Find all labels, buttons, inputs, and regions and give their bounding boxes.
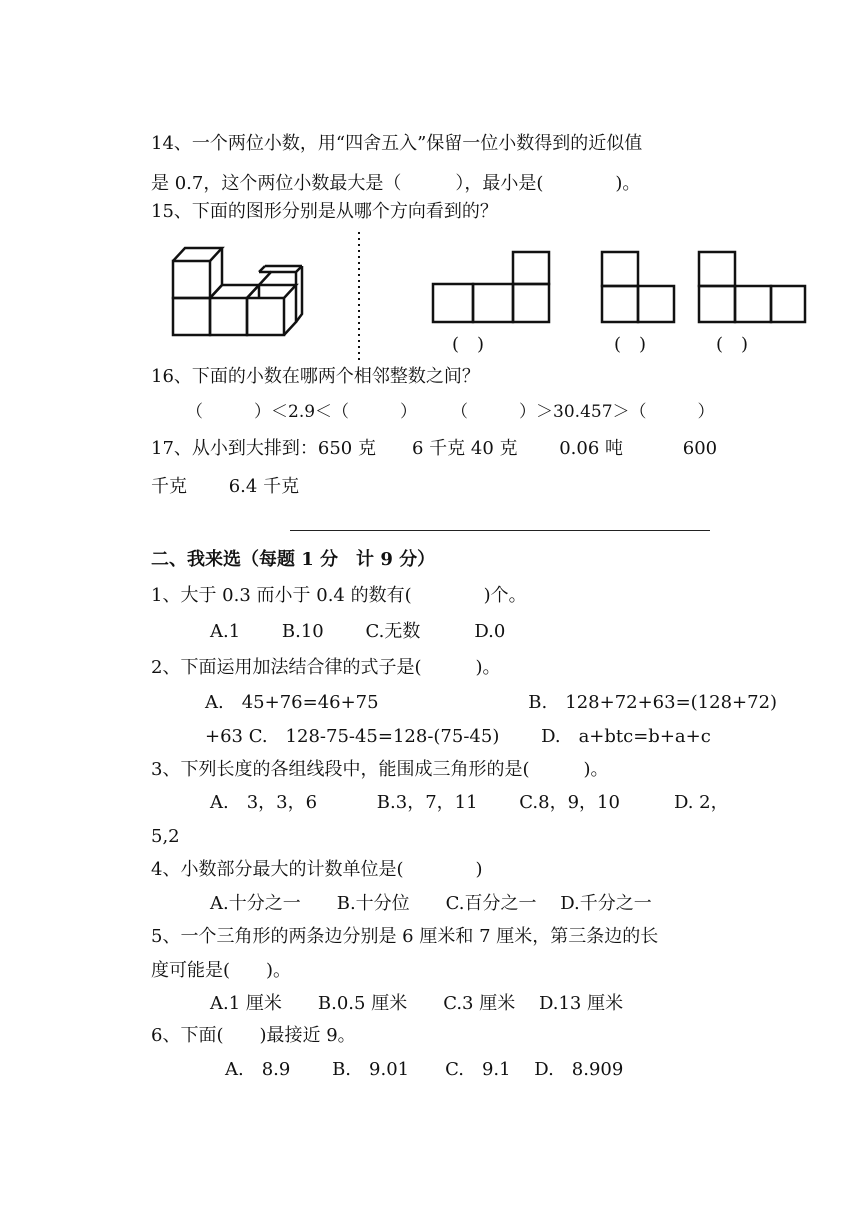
choice-5-options: A.1 厘米 B.0.5 厘米 C.3 厘米 D.13 厘米 (210, 993, 624, 1014)
section-2-title: 二、我来选（每题 1 分 计 9 分） (151, 549, 436, 570)
q14-line2: 是 0.7，这个两位小数最大是（ ），最小是( )。 (151, 173, 641, 194)
choice-2-question: 2、下面运用加法结合律的式子是( )。 (151, 657, 501, 678)
choice-1-question: 1、大于 0.3 而小于 0.4 的数有( )个。 (151, 585, 527, 606)
q16-text: 16、下面的小数在哪两个相邻整数之间？ (151, 366, 480, 387)
q17-line2: 千克 6.4 千克 (151, 476, 300, 497)
choice-3-options-line2: 5,2 (151, 826, 180, 847)
choice-4-options: A.十分之一 B.十分位 C.百分之一 D.千分之一 (210, 893, 652, 914)
q15-text: 15、下面的图形分别是从哪个方向看到的？ (151, 201, 498, 222)
q17-line1: 17、从小到大排到：650 克 6 千克 40 克 0.06 吨 600 (151, 438, 718, 459)
q16-line: （ ）＜2.9＜（ ） （ ）＞30.457＞（ ） (186, 402, 715, 422)
view-3-answer-blank: ( ) (716, 334, 749, 355)
choice-3-question: 3、下列长度的各组线段中，能围成三角形的是( )。 (151, 759, 609, 780)
view-2-figure (598, 250, 678, 325)
cube-figure (165, 240, 310, 340)
divider-line (290, 530, 710, 531)
choice-6-options: A. 8.9 B. 9.01 C. 9.1 D. 8.909 (225, 1059, 624, 1080)
choice-2-options-line1: A. 45+76=46+75 B. 128+72+63=(128+72) (205, 692, 778, 713)
choice-1-options: A.1 B.10 C.无数 D.0 (210, 621, 506, 642)
dotted-divider (356, 232, 362, 362)
choice-3-options-line1: A. 3，3，6 B.3，7，11 C.8，9，10 D. 2， (210, 792, 729, 813)
choice-4-question: 4、小数部分最大的计数单位是( ) (151, 859, 483, 880)
choice-2-options-line2: +63 C. 128-75-45=128-(75-45) D. a+btc=b+a+c (205, 726, 711, 747)
view-2-answer-blank: ( ) (614, 334, 647, 355)
view-3-figure (695, 250, 810, 325)
choice-5-line1: 5、一个三角形的两条边分别是 6 厘米和 7 厘米，第三条边的长 (151, 926, 659, 947)
q14-line1: 14、一个两位小数，用“四舍五入”保留一位小数得到的近似值 (151, 133, 643, 154)
choice-6-question: 6、下面( )最接近 9。 (151, 1025, 356, 1046)
view-1-figure (430, 250, 555, 325)
view-1-answer-blank: ( ) (452, 334, 485, 355)
choice-5-line2: 度可能是( )。 (151, 960, 292, 981)
